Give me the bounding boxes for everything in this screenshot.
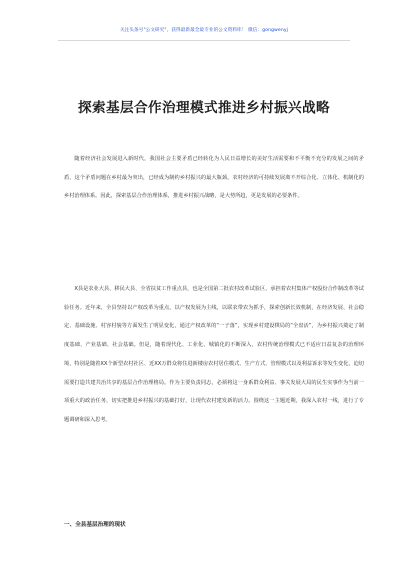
paragraph-county-background: X县是农业大县、移民大县、全省扶贫工作重点县，也是全国第二批农村改革试验区，承担着农村集体产权股份合作制改革等试验任务。近年来，全县坚持以产权改革为重点，以产权发展为主线，以联农带农为抓手，探索创新长效机制，在经济发展、社会稳定、基础设施、村容村貌等方面发生了明显变化，通过产权改革的“一子落”，实现乡村建设棋局的“全盘活”，为乡村振兴奠定了制度基础、产业基础、社会基础。但是，随着现代化、工业化、城镇化的不断深入，农村传统治理模式已不适应日益复杂的治理环境，特别是随着XX个新型农村社区、近XX万群众将住进新楼房农村居住模式、生产方式、管理模式以及利益诉求等发生变化，迫切需要打造共建共治共享的基层合作治理格局。作为主要负责同志，必须将这一身系群众利益、事关发展大局的民生实事作为当前一项重大的政治任务，切实把推进乡村振兴的基础打好，让现代农村建发新的活力。围绕这一主题近期，我深入农村一线，进行了专题调研和深入思考。 bbox=[64, 286, 364, 423]
section-heading: 一、全县基层治理的现状 bbox=[64, 522, 126, 528]
page-title: 探索基层合作治理模式推进乡村振兴战略 bbox=[78, 100, 330, 116]
header-note[interactable]: 关注头条号"公文研究"，获得最新最全最专业的公文资料库！ 微信：gongwenyj bbox=[119, 28, 289, 33]
paragraph-intro: 随着经济社会发展进入新时代，我国社会主要矛盾已经转化为人民日益增长的美好生活需要和不平衡不充分的发展之间的矛盾，这个矛盾问题在乡村最为突出，已经成为制约乡村振兴的最大瓶颈。农村经济的可持续发展离不开综合化、立体化、机制化的乡村治理体系。因此，探索基层合作治理体系，推进乡村振兴战略，是大势所趋，更是发展的必要条件。 bbox=[64, 156, 364, 200]
header-divider bbox=[58, 40, 350, 41]
